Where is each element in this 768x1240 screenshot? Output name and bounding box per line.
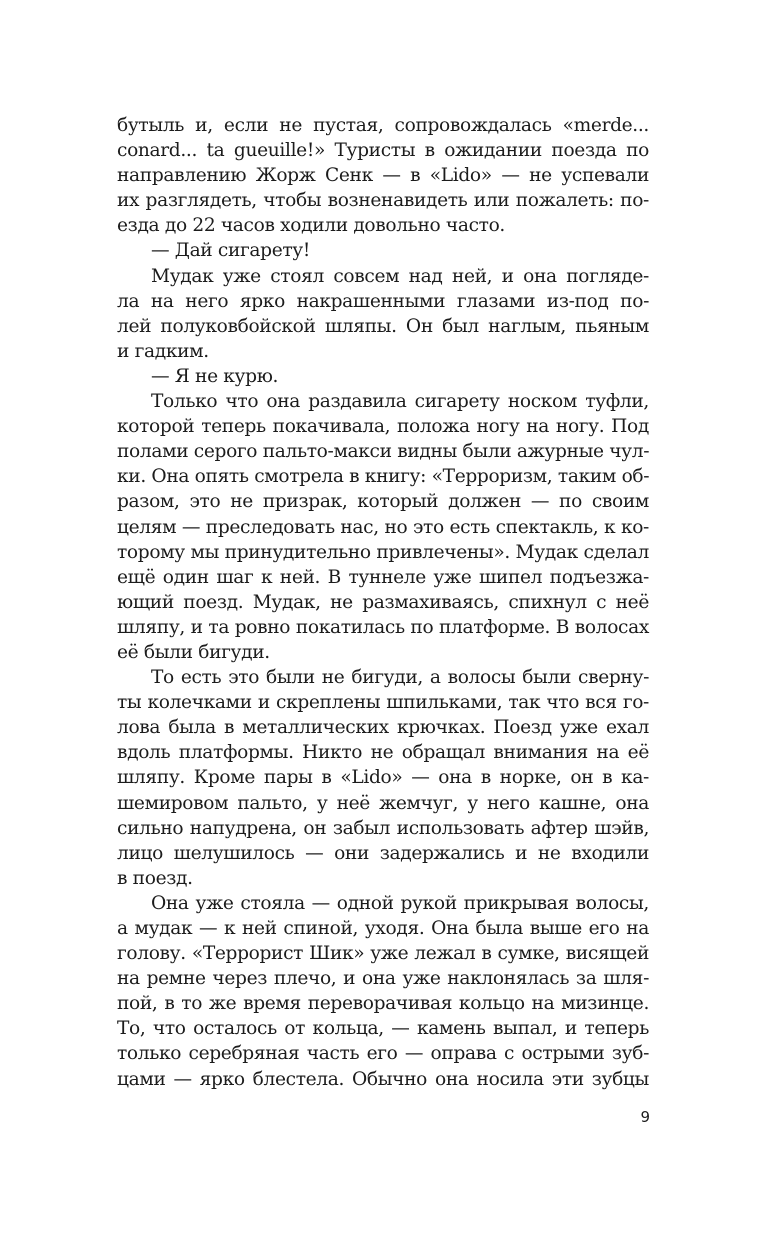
- text-line: а мудак — к ней спиной, уходя. Она была выше его на: [117, 918, 649, 939]
- text-line: — Дай сигарету!: [151, 240, 310, 262]
- text-line: торому мы принудительно привлечены». Мудак сделал: [117, 541, 649, 563]
- text-line: разом, это не призрак, который должен — по своим: [117, 491, 649, 513]
- text-line: которой теперь покачивала, положа ногу на ногу. Под: [117, 416, 649, 438]
- text-line: и гадким.: [117, 340, 209, 362]
- text-line: голову. «Террорист Шик» уже лежал в сумке, висящей: [117, 943, 649, 965]
- text-line: направлению Жорж Сенк — в «Lido» — не успевали: [117, 165, 649, 187]
- text-line: лей полуковбойской шляпы. Он был наглым, пьяным: [117, 315, 649, 337]
- text-line: целям — преследовать нас, но это есть спектакль, к ко-: [117, 516, 649, 538]
- text-line: Она уже стояла — одной рукой прикрывая волосы,: [151, 892, 649, 914]
- text-line: лицо шелушилось — они задержались и не входили: [117, 842, 649, 864]
- text-line: шляпу, и та ровно покатилась по платформе. В волосах: [117, 616, 649, 638]
- page-number: 9: [640, 1108, 650, 1126]
- text-line: их разглядеть, чтобы возненавидеть или пожалеть: по-: [117, 190, 649, 212]
- text-line: Только что она раздавила сигарету носком туфли,: [151, 391, 649, 413]
- text-line: лова была в металлических крючках. Поезд уже ехал: [117, 717, 649, 739]
- text-line: в поезд.: [117, 867, 193, 889]
- text-line: ки. Она опять смотрела в книгу: «Терроризм, таким об-: [117, 466, 650, 488]
- text-line: пой, в то же время переворачивая кольцо на мизинце.: [117, 993, 649, 1015]
- text-line: — Я не курю.: [151, 365, 279, 387]
- body-text: [117, 113, 649, 1092]
- text-line: езда до 22 часов ходили довольно часто.: [117, 215, 505, 237]
- text-line: только серебряная часть его — оправа с острыми зуб-: [117, 1043, 649, 1065]
- text-line: ющий поезд. Мудак, не размахиваясь, спихнул с неё: [117, 591, 649, 613]
- text-line: conard... ta gueuille!» Туристы в ожидании поезда по: [117, 140, 649, 162]
- text-line: вдоль платформы. Никто не обращал внимания на её: [117, 742, 649, 764]
- text-line: бутыль и, если не пустая, сопровождалась «merde...: [117, 115, 649, 136]
- text-line: на ремне через плечо, и она уже наклонялась за шля-: [117, 968, 649, 990]
- text-line: её были бигуди.: [117, 641, 270, 663]
- text-line: сильно напудрена, он забыл использовать афтер шэйв,: [117, 817, 649, 839]
- text-line: То, что осталось от кольца, — камень выпал, и теперь: [117, 1018, 649, 1040]
- text-line: шляпу. Кроме пары в «Lido» — она в норке, он в ка-: [117, 767, 649, 789]
- text-line: То есть это были не бигуди, а волосы были сверну-: [151, 667, 649, 689]
- text-line: ла на него ярко накрашенными глазами из-под по-: [117, 290, 649, 312]
- text-line: полами серого пальто-макси видны были ажурные чул-: [117, 441, 650, 463]
- text-line: шемировом пальто, у неё жемчуг, у него кашне, она: [117, 792, 649, 814]
- text-line: Мудак уже стоял совсем над ней, и она погляде-: [151, 265, 649, 287]
- text-line: ты колечками и скреплены шпильками, так что вся го-: [117, 692, 649, 714]
- text-line: цами — ярко блестела. Обычно она носила эти зубцы: [117, 1068, 649, 1090]
- text-line: ещё один шаг к ней. В туннеле уже шипел подъезжа-: [117, 566, 649, 588]
